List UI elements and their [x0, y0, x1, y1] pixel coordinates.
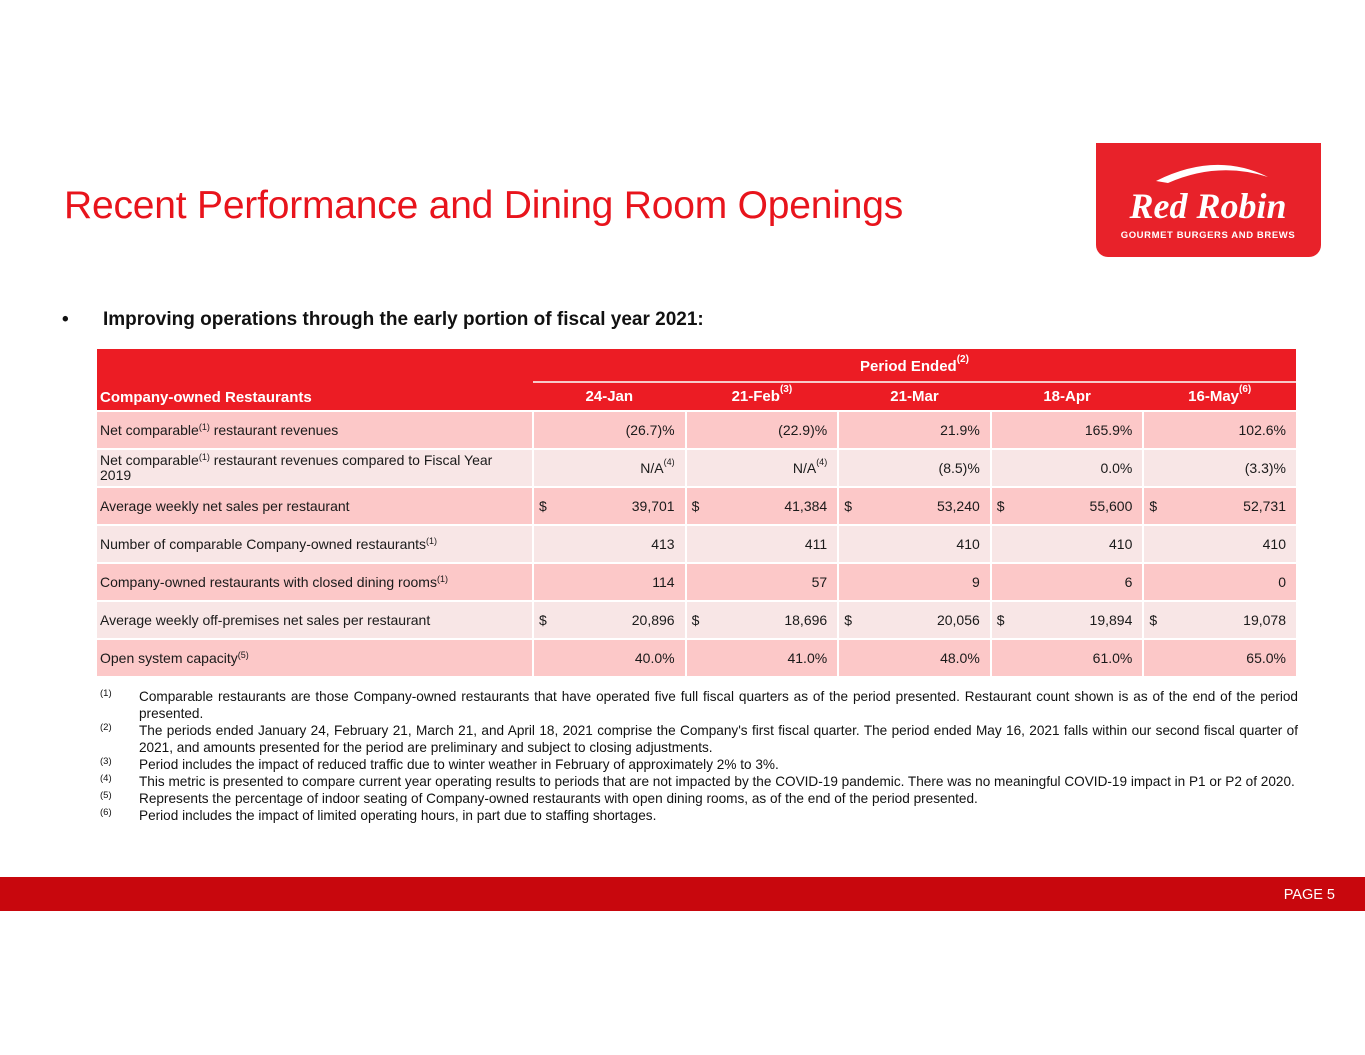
footnote-ref: (2): [956, 353, 969, 365]
table-cell: [1143, 525, 1296, 563]
column-header-label: 16-May: [1188, 388, 1239, 405]
logo-tagline-text: GOURMET BURGERS AND BREWS: [1120, 230, 1296, 241]
cell-value: 19,894: [1089, 612, 1133, 628]
footnote-text: Comparable restaurants are those Company-owned restaurants that have operated five full fiscal quarters as of the period presented. Restaurant count shown is as of the end of the period presented.: [139, 689, 1298, 721]
footnote-number: (3): [100, 756, 112, 767]
table-cell: [533, 525, 686, 563]
row-label: [97, 639, 533, 676]
cell-value: 410: [1262, 536, 1286, 552]
footnote-text: Period includes the impact of reduced traffic due to winter weather in February of approximately 2% to 3%.: [139, 757, 779, 772]
column-header: [838, 382, 991, 411]
footnote: [100, 773, 1298, 790]
footnote: [100, 688, 1298, 722]
bullet-marker: •: [62, 309, 69, 330]
table-row: [97, 525, 1296, 563]
cell-value: 41.0%: [787, 650, 828, 666]
cell-value: N/A: [792, 460, 817, 476]
column-header-label: 21-Mar: [890, 388, 939, 405]
table-cell: [991, 601, 1144, 639]
cell-value: 21.9%: [940, 422, 980, 438]
footnote-ref: (1): [426, 535, 438, 546]
table-row: [97, 449, 1296, 487]
cell-value: 20,896: [631, 612, 675, 628]
currency-symbol: $: [1149, 498, 1158, 514]
cell-value: N/A: [640, 460, 664, 476]
footnote-ref: (4): [663, 457, 675, 467]
table-cell: [1143, 449, 1296, 487]
currency-symbol: $: [691, 498, 700, 514]
cell-value: 410: [956, 536, 980, 552]
footnote-ref: (4): [816, 457, 828, 467]
footnote-number: (5): [100, 790, 112, 801]
period-ended-header: [533, 349, 1296, 382]
cell-value: 55,600: [1089, 498, 1133, 514]
logo-brand-text: Red Robin: [1129, 186, 1287, 226]
page-number: PAGE 5: [1283, 887, 1335, 903]
currency-symbol: $: [539, 612, 547, 628]
cell-value: 39,701: [631, 498, 675, 514]
table-row: [97, 639, 1296, 676]
table-row: [97, 411, 1296, 449]
cell-value: 61.0%: [1092, 650, 1133, 666]
currency-symbol: $: [844, 612, 852, 628]
cell-value: (8.5)%: [938, 460, 980, 476]
table-cell: [686, 639, 839, 676]
table-cell: [686, 525, 839, 563]
row-label: [97, 601, 533, 639]
row-label: [97, 449, 533, 487]
table-cell: [991, 563, 1144, 601]
footnote-number: (1): [100, 688, 112, 699]
table-row: [97, 563, 1296, 601]
column-header: [1143, 382, 1296, 411]
bullet-text: Improving operations through the early portion of fiscal year 2021:: [103, 309, 704, 330]
table-cell: [1143, 601, 1296, 639]
currency-symbol: $: [691, 612, 700, 628]
page-title: Recent Performance and Dining Room Openings: [64, 184, 904, 227]
footer-bar: [0, 877, 1365, 911]
cell-value: 19,078: [1243, 612, 1286, 628]
table-cell: [838, 449, 991, 487]
table-row: [97, 601, 1296, 639]
cell-value: 411: [804, 536, 828, 552]
column-header: [991, 382, 1144, 411]
footnote-number: (6): [100, 807, 112, 818]
cell-value: 413: [651, 536, 675, 552]
footnote-text: This metric is presented to compare current year operating results to periods that are not impacted by the COVID-19 pandemic. There was no meaningful COVID-19 impact in P1 or P2 of 2020.: [139, 774, 1295, 789]
footnote: [100, 790, 1298, 807]
table-body: [97, 411, 1296, 676]
footnote: [100, 807, 1298, 824]
footnote-ref: (1): [198, 421, 210, 432]
row-label: [97, 563, 533, 601]
row-label-text: Net comparable: [100, 421, 199, 438]
currency-symbol: $: [539, 498, 547, 514]
cell-value: 57: [811, 574, 828, 590]
row-label-text: Average weekly net sales per restaurant: [100, 497, 350, 514]
table-cell: [1143, 411, 1296, 449]
table-cell: [838, 411, 991, 449]
footnote-number: (2): [100, 722, 112, 733]
row-label-text: Net comparable: [100, 452, 199, 468]
table-cell: [838, 525, 991, 563]
table-cell: [838, 601, 991, 639]
cell-value: 20,056: [936, 612, 980, 628]
table-cell: [533, 639, 686, 676]
red-robin-logo-icon: [1096, 143, 1321, 257]
table-cell: [1143, 487, 1296, 525]
table-cell: [838, 639, 991, 676]
cell-value: (22.9)%: [778, 422, 828, 438]
footnote-ref: (6): [1239, 384, 1252, 395]
cell-value: 18,696: [784, 612, 828, 628]
cell-value: 48.0%: [940, 650, 980, 666]
footnote-ref: (1): [198, 452, 210, 462]
cell-value: 0.0%: [1100, 460, 1133, 476]
table-cell: [686, 563, 839, 601]
footnote-text: Period includes the impact of limited operating hours, in part due to staffing shortages.: [139, 808, 657, 823]
currency-symbol: $: [844, 498, 852, 514]
row-label-text-cont: restaurant revenues: [209, 421, 339, 438]
table-header-row-period: [97, 349, 1296, 382]
footnote-ref: (3): [779, 384, 793, 395]
currency-symbol: $: [996, 498, 1005, 514]
cell-value: (3.3)%: [1244, 460, 1286, 476]
red-robin-logo: [1096, 143, 1321, 257]
row-label-text: Number of comparable Company-owned restaurants: [100, 535, 427, 552]
table-cell: [991, 411, 1144, 449]
cell-value: (26.7)%: [625, 422, 675, 438]
table-cell: [533, 601, 686, 639]
currency-symbol: $: [996, 612, 1005, 628]
table-cell: [838, 487, 991, 525]
table-cell: [533, 411, 686, 449]
table-cell: [991, 449, 1144, 487]
row-label: [97, 411, 533, 449]
footnote: [100, 756, 1298, 773]
column-header-label: 21-Feb: [731, 388, 780, 405]
footnote-number: (4): [100, 773, 112, 784]
footnote: [100, 722, 1298, 756]
cell-value: 53,240: [936, 498, 980, 514]
row-label-text: Average weekly off-premises net sales per restaurant: [100, 611, 431, 628]
table-cell: [686, 411, 839, 449]
table-cell: [991, 639, 1144, 676]
footnote-text: The periods ended January 24, February 21, March 21, and April 18, 2021 comprise the Company's first fiscal quarter. The period ended May 16, 2021 falls within our second fiscal quarter of 2021, and amounts presented for the period are preliminary and subject to closing adjustments.: [139, 723, 1298, 755]
cell-value: 52,731: [1243, 498, 1286, 514]
cell-value: 65.0%: [1246, 650, 1286, 666]
table-cell: [1143, 563, 1296, 601]
cell-value: 165.9%: [1084, 422, 1133, 438]
footnote-text: Represents the percentage of indoor seating of Company-owned restaurants with open dining rooms, as of the end of the period presented.: [139, 791, 978, 806]
table-cell: [686, 449, 839, 487]
row-label: [97, 487, 533, 525]
table-cell: [991, 525, 1144, 563]
currency-symbol: $: [1149, 612, 1158, 628]
table-cell: [991, 487, 1144, 525]
table-cell: [686, 601, 839, 639]
table-row: [97, 487, 1296, 525]
column-header-label: 24-Jan: [585, 388, 634, 405]
cell-value: 0: [1278, 574, 1286, 590]
row-label-text: Open system capacity: [100, 649, 238, 666]
row-label-text-cont: restaurant revenues compared to Fiscal Year 2019: [100, 452, 493, 483]
cell-value: 114: [652, 574, 675, 590]
column-header: [533, 382, 686, 411]
cell-value: 40.0%: [634, 650, 675, 666]
cell-value: 410: [1109, 536, 1133, 552]
column-header: [686, 382, 839, 411]
row-label-text: Company-owned restaurants with closed dining rooms: [100, 573, 437, 590]
cell-value: 41,384: [784, 498, 828, 514]
footnote-ref: (5): [237, 649, 249, 660]
table-cell: [533, 487, 686, 525]
performance-table: [97, 349, 1296, 676]
table-cell: [533, 449, 686, 487]
footnotes: [100, 688, 1298, 824]
intro-bullet: [62, 309, 704, 331]
cell-value: 6: [1124, 574, 1133, 590]
row-header-label: Company-owned Restaurants: [97, 349, 533, 411]
footnote-ref: (1): [436, 573, 448, 584]
table-cell: [838, 563, 991, 601]
cell-value: 102.6%: [1238, 422, 1286, 438]
period-ended-label: Period Ended: [860, 357, 957, 375]
table-cell: [1143, 639, 1296, 676]
column-header-label: 18-Apr: [1043, 388, 1091, 405]
table-cell: [686, 487, 839, 525]
cell-value: 9: [971, 574, 980, 590]
row-label: [97, 525, 533, 563]
table-cell: [533, 563, 686, 601]
